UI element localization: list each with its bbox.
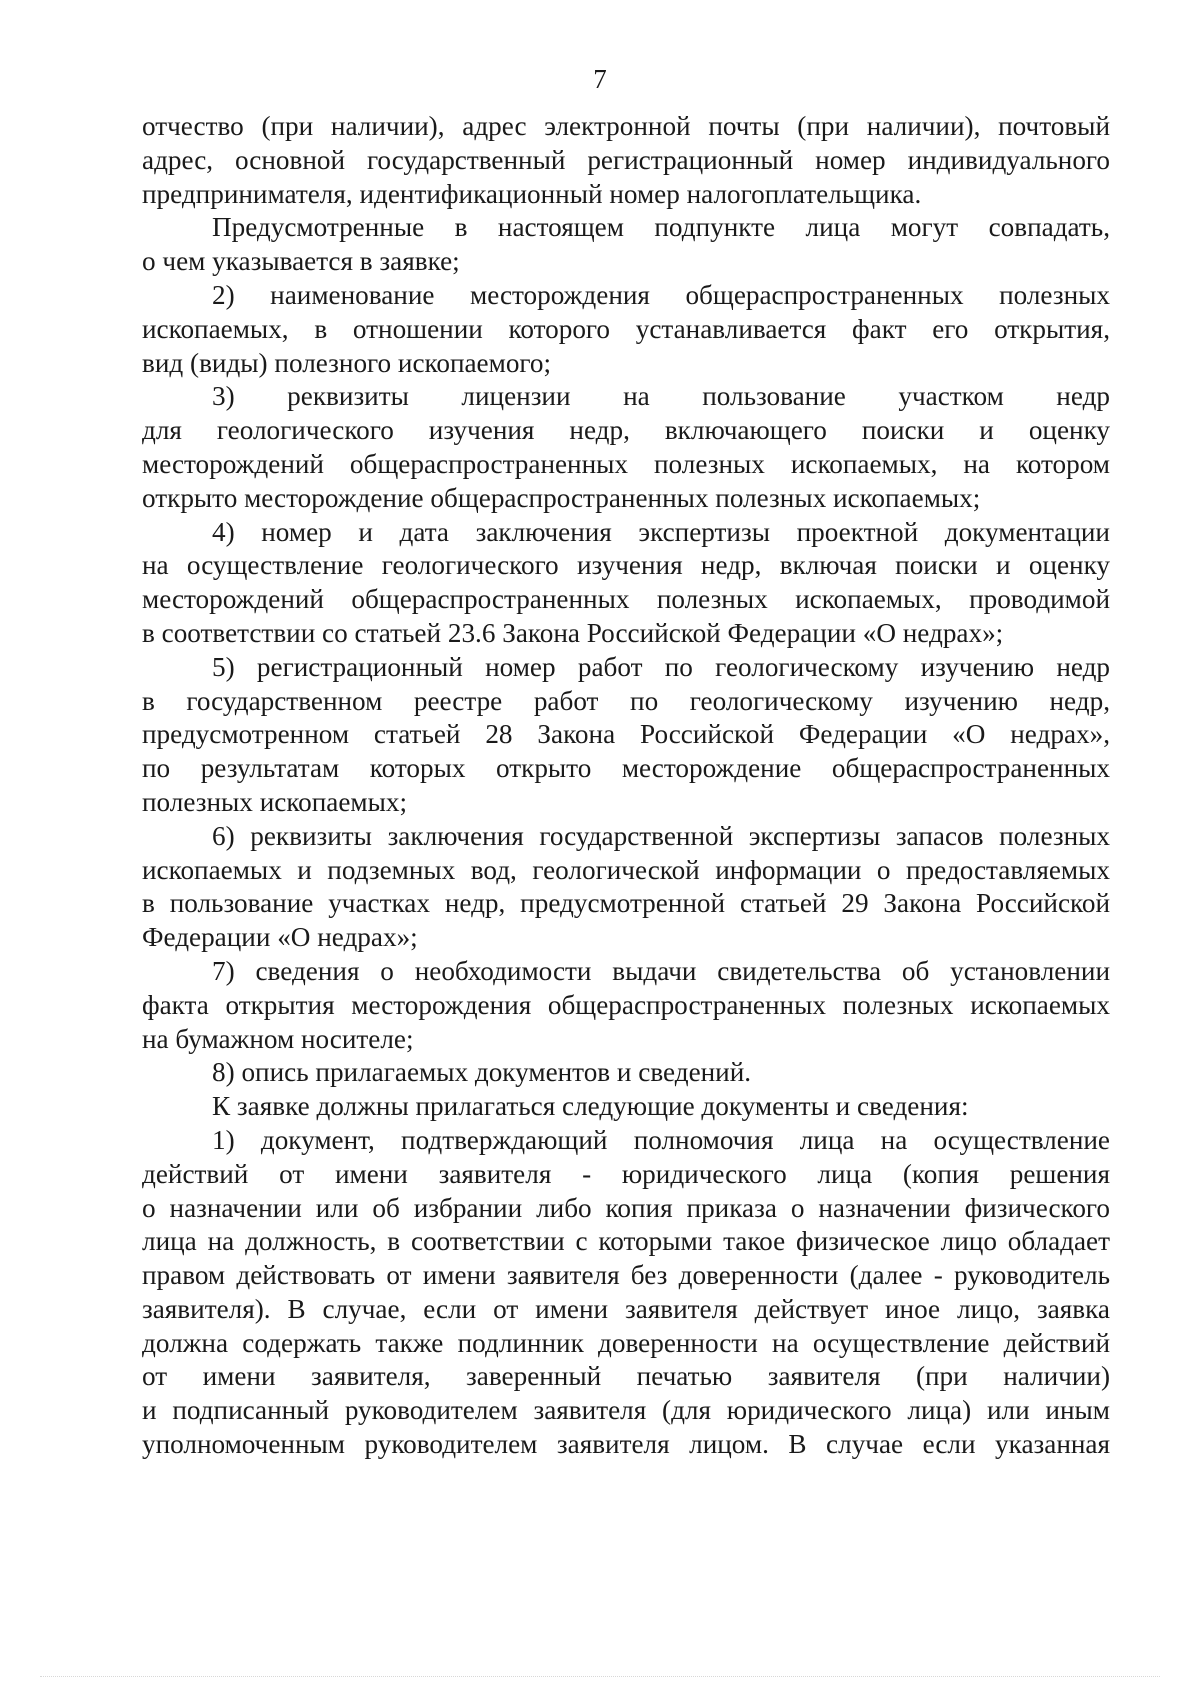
text-line: правом действовать от имени заявителя без доверенности (далее - руководитель [142, 1260, 1110, 1291]
text-line: 2) наименование месторождения общераспространенных полезных [212, 279, 1110, 310]
text-line: на бумажном носителе; [142, 1023, 414, 1054]
text-line: вид (виды) полезного ископаемого; [142, 347, 552, 378]
text-line: о назначении или об избрании либо копия приказа о назначении физического [142, 1192, 1110, 1223]
text-line: предусмотренном статьей 28 Закона Российской Федерации «О недрах», [142, 719, 1110, 750]
text-line: Предусмотренные в настоящем подпункте лица могут совпадать, [212, 212, 1110, 243]
text-line: в пользование участках недр, предусмотренной статьей 29 Закона Российской [142, 888, 1110, 919]
text-line: 6) реквизиты заключения государственной экспертизы запасов полезных [212, 820, 1110, 851]
text-line: 8) опись прилагаемых документов и сведений. [212, 1057, 752, 1088]
text-line: действий от имени заявителя - юридического лица (копия решения [142, 1158, 1110, 1189]
text-line: 3) реквизиты лицензии на пользование участком недр [212, 381, 1110, 412]
text-line: заявителя). В случае, если от имени заявителя действует иное лицо, заявка [142, 1293, 1110, 1324]
text-line: месторождений общераспространенных полезных ископаемых, на котором [142, 448, 1110, 479]
text-line: адрес, основной государственный регистрационный номер индивидуального [142, 144, 1110, 175]
text-line: лица на должность, в соответствии с которыми такое физическое лицо обладает [142, 1226, 1110, 1257]
text-line: ископаемых и подземных вод, геологической информации о предоставляемых [142, 854, 1110, 885]
text-line: и подписанный руководителем заявителя (для юридического лица) или иным [142, 1395, 1110, 1426]
scan-edge-dots [40, 1674, 1160, 1677]
text-line: Федерации «О недрах»; [142, 922, 418, 953]
text-line: ископаемых, в отношении которого устанавливается факт его открытия, [142, 313, 1110, 344]
text-line: 1) документ, подтверждающий полномочия лица на осуществление [212, 1124, 1110, 1155]
text-line: месторождений общераспространенных полезных ископаемых, проводимой [142, 584, 1110, 615]
text-line: 5) регистрационный номер работ по геологическому изучению недр [212, 651, 1110, 682]
text-line: в соответствии со статьей 23.6 Закона Российской Федерации «О недрах»; [142, 617, 1004, 648]
text-line: о чем указывается в заявке; [142, 246, 460, 277]
text-line: по результатам которых открыто месторождение общераспространенных [142, 753, 1110, 784]
text-line: уполномоченным руководителем заявителя лицом. В случае если указанная [142, 1429, 1110, 1460]
text-line: в государственном реестре работ по геологическому изучению недр, [142, 685, 1110, 716]
text-line: открыто месторождение общераспространенных полезных ископаемых; [142, 482, 981, 513]
document-body [142, 110, 1110, 1462]
text-line: 4) номер и дата заключения экспертизы проектной документации [212, 516, 1110, 547]
text-line: предпринимателя, идентификационный номер налогоплательщика. [142, 178, 922, 209]
text-line: для геологического изучения недр, включающего поиски и оценку [142, 415, 1110, 446]
text-line: полезных ископаемых; [142, 786, 408, 817]
text-line: отчество (при наличии), адрес электронной почты (при наличии), почтовый [142, 111, 1110, 141]
text-line: должна содержать также подлинник доверенности на осуществление действий [142, 1327, 1110, 1358]
page-number: 7 [593, 64, 607, 94]
text-line: на осуществление геологического изучения недр, включая поиски и оценку [142, 550, 1110, 581]
text-line: 7) сведения о необходимости выдачи свидетельства об установлении [212, 955, 1110, 986]
text-line: К заявке должны прилагаться следующие документы и сведения: [212, 1091, 969, 1122]
text-line: факта открытия месторождения общераспространенных полезных ископаемых [142, 989, 1110, 1020]
text-line: от имени заявителя, заверенный печатью заявителя (при наличии) [142, 1361, 1110, 1392]
